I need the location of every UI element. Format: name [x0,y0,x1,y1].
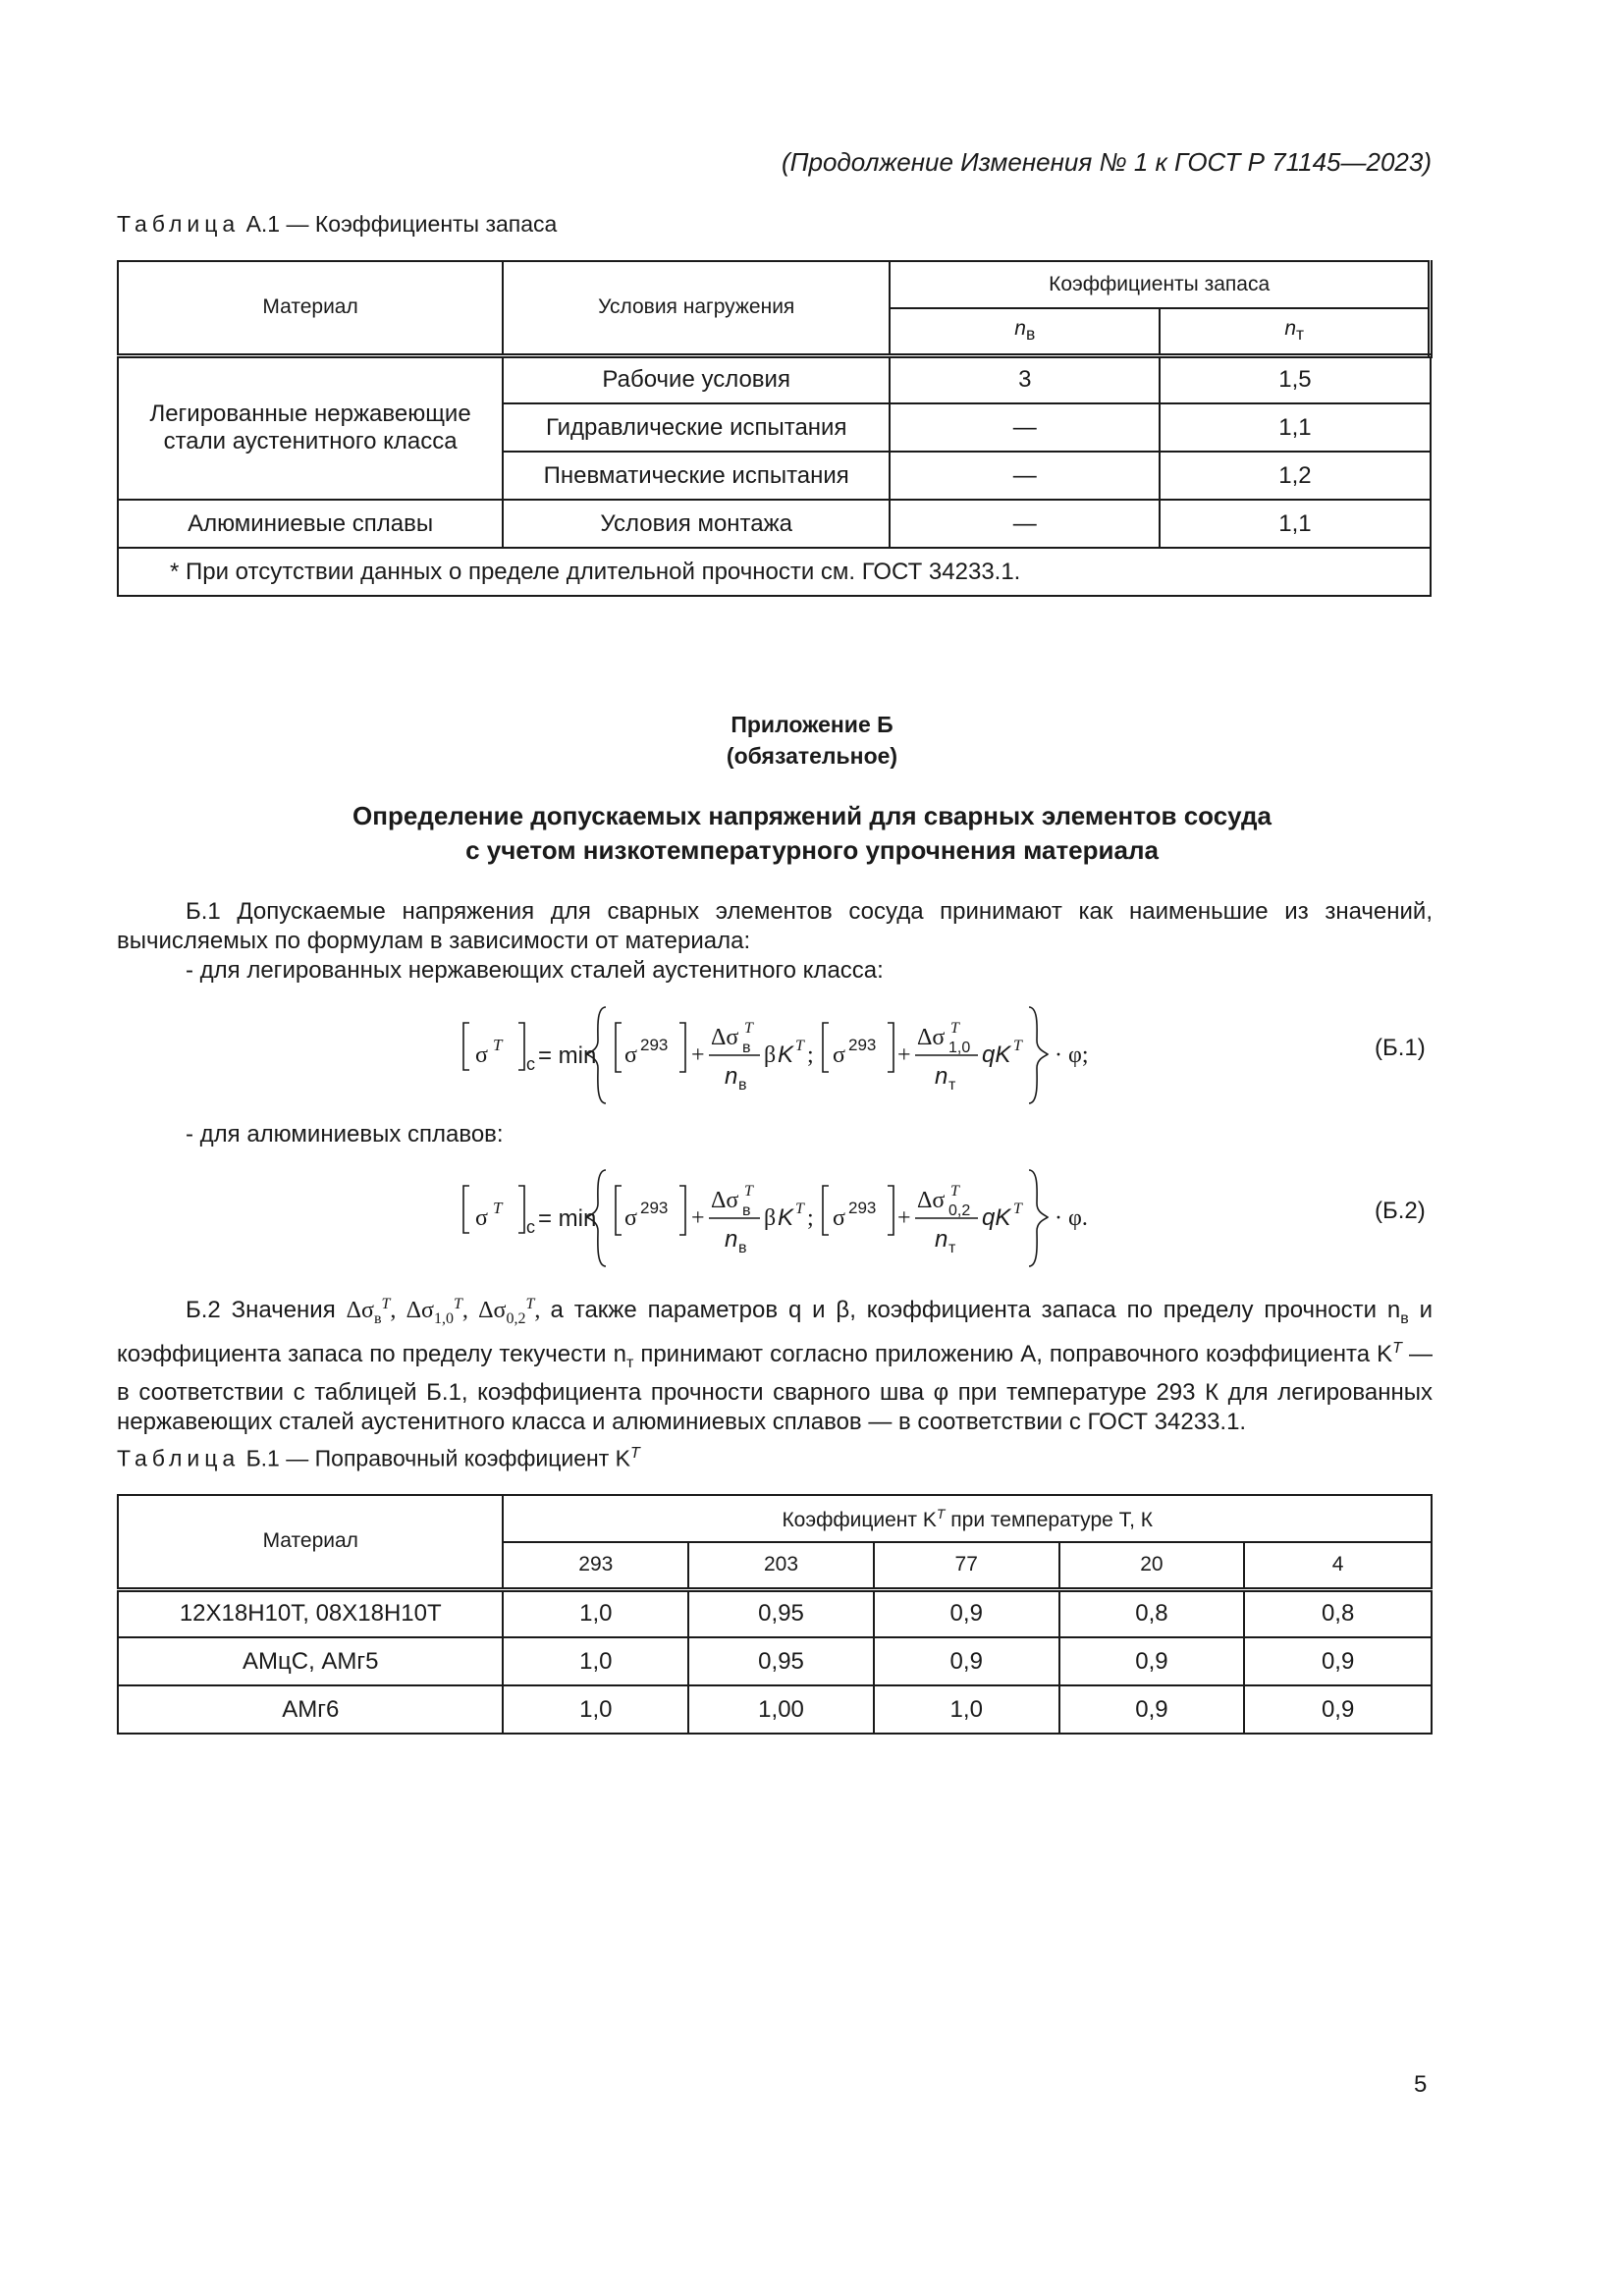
table-b-cell: 0,95 [688,1637,874,1685]
svg-text:= min: = min [538,1205,597,1232]
table-row [118,1685,1432,1734]
table-a-caption [117,211,557,238]
svg-text:в: в [738,1077,747,1094]
table-b-header-coeff: Коэффициент $K^T$ при температуре T, К [503,1495,1432,1542]
table-a [117,260,1433,597]
formula-b1 [461,1001,1090,1114]
formula-b2 [461,1164,1090,1277]
svg-text:T: T [795,1038,804,1054]
table-a-cell: 1,1 [1160,403,1430,452]
svg-text:Δσ: Δσ [917,1025,946,1050]
table-b-cell: 1,00 [688,1685,874,1734]
paragraph-b2-text: а также параметров q и β, коэффициента запаса по пределу прочности n [550,1297,1401,1323]
svg-text:+: + [897,1205,911,1231]
table-b-temp-header: 203 [688,1542,874,1589]
svg-text:в: в [738,1240,747,1256]
svg-text:+: + [897,1042,911,1068]
svg-text:1,0: 1,0 [948,1040,971,1056]
table-a-caption-text: А.1 — Коэффициенты запаса [245,211,558,237]
svg-text:т: т [948,1077,956,1094]
svg-text:T: T [493,1036,503,1054]
svg-text:с: с [526,1054,535,1074]
paragraph-b2-line3: принимают согласно приложению А, поправочного коэффициента K [640,1340,1393,1367]
table-b-material: АМцС, АМг5 [118,1637,503,1685]
svg-text:β: β [764,1205,777,1231]
table-row [118,500,1431,548]
list-item-aluminium: - для алюминиевых сплавов: [186,1121,504,1148]
paragraph-b2-symbols: $\Delta\sigma_в^T$, $\Delta\sigma_{1,0}^T$, $\Delta\sigma_{0,2}^T$, [346,1296,551,1327]
svg-text:K: K [778,1041,794,1068]
table-b-cell: 0,9 [874,1589,1059,1637]
svg-text:в: в [742,1202,751,1219]
table-b-caption-prefix: Таблица [117,1445,241,1471]
table-b-caption: Таблица Б.1 — Поправочный коэффициент $K^T$ [117,1445,640,1471]
formula-b2-number: (Б.2) [1375,1198,1426,1224]
table-a-cell: 1,5 [1160,355,1430,403]
svg-text:в: в [742,1040,751,1056]
svg-text:T: T [950,1020,959,1037]
svg-text:Δσ: Δσ [917,1188,946,1213]
table-a-cell: 1,1 [1160,500,1430,548]
svg-text:с: с [526,1217,535,1237]
table-a-cell: 3 [890,355,1160,403]
svg-text:n: n [725,1063,738,1090]
paragraph-b2: Б.2 Значения $\Delta\sigma_в^T$, $\Delta\sigma_{1,0}^T$, $\Delta\sigma_{0,2}^T$, а также параметров q и β, коэффициента запаса по пределу прочности $n_в$ и коэффициента запаса по пределу текучести $n_т$ принимают согласно приложению А, поправочного коэффициента $K^T$ — в соответствии с таблицей Б.1, коэффициента прочности сварного шва φ при температуре 293 К для легированных нержавеющих сталей аустенитного класса и алюминиевых сплавов — в соответствии с ГОСТ 34233.1. [117,1296,1433,1435]
table-b-cell: 0,9 [1244,1637,1432,1685]
svg-text:σ: σ [475,1042,488,1068]
page-number: 5 [1414,2071,1428,2098]
table-a-footnote: * При отсутствии данных о пределе длительной прочности см. ГОСТ 34233.1. [118,548,1431,596]
table-b-material: 12Х18Н10Т, 08Х18Н10Т [118,1589,503,1637]
svg-text:+: + [691,1205,705,1231]
table-a-header-nt: $n_т$ [1160,308,1430,355]
table-a-cell: Алюминиевые сплавы [118,500,503,548]
svg-text:n: n [935,1063,948,1090]
table-b-cell: 1,0 [503,1589,688,1637]
paragraph-b2-line2: и коэффициента запаса по пределу текучести n [117,1297,1433,1367]
table-b-caption-text: Б.1 — Поправочный коэффициент K [245,1445,631,1471]
table-a-header-material: Материал [118,261,503,355]
table-b-temp-header: 293 [503,1542,688,1589]
svg-text:qK: qK [982,1041,1011,1068]
table-a-cell: 1,2 [1160,452,1430,500]
table-a-cell: — [890,452,1160,500]
table-b [117,1494,1433,1735]
svg-text:T: T [795,1201,804,1217]
svg-text:+: + [691,1042,705,1068]
svg-text:;: ; [807,1205,814,1231]
table-b-header-material: Материал [118,1495,503,1589]
table-b-cell: 1,0 [874,1685,1059,1734]
svg-text:0,2: 0,2 [948,1202,971,1219]
svg-text:n: n [725,1226,738,1253]
svg-text:293: 293 [640,1199,669,1217]
table-a-cell: Рабочие условия [503,355,890,403]
svg-text:T: T [1013,1038,1022,1054]
svg-text:293: 293 [848,1199,877,1217]
svg-text:= min: = min [538,1042,597,1069]
svg-text:β: β [764,1042,777,1068]
table-b-temp-header: 77 [874,1542,1059,1589]
table-b-cell: 0,9 [1059,1685,1245,1734]
svg-text:T: T [1013,1201,1022,1217]
svg-text:T: T [493,1199,503,1217]
table-a-cell: Условия монтажа [503,500,890,548]
svg-text:σ: σ [833,1205,845,1231]
table-a-header-coeffs: Коэффициенты запаса [890,261,1430,308]
svg-text:293: 293 [640,1036,669,1054]
table-a-header-nb: $n_в$ [890,308,1160,355]
list-item-steel: - для легированных нержавеющих сталей аустенитного класса: [186,957,884,984]
svg-text:σ: σ [475,1205,488,1231]
table-b-temp-header: 20 [1059,1542,1245,1589]
appendix-subtitle: (обязательное) [726,743,898,769]
paragraph-b2-start: Б.2 Значения [186,1297,336,1323]
table-b-cell: 0,8 [1244,1589,1432,1637]
svg-text:· φ;: · φ; [1055,1042,1089,1068]
svg-text:σ: σ [624,1042,637,1068]
table-a-cell: — [890,500,1160,548]
table-b-cell: 0,8 [1059,1589,1245,1637]
table-a-cell: Пневматические испытания [503,452,890,500]
table-row [118,1589,1432,1637]
appendix-title: Приложение Б [731,712,893,737]
svg-text:т: т [948,1240,956,1256]
svg-text:T: T [744,1183,753,1200]
svg-text:n: n [935,1226,948,1253]
table-b-cell: 1,0 [503,1637,688,1685]
document-header: (Продолжение Изменения № 1 к ГОСТ Р 71145—2023) [782,147,1432,177]
table-a-cell: — [890,403,1160,452]
table-b-cell: 0,95 [688,1589,874,1637]
table-b-cell: 1,0 [503,1685,688,1734]
appendix-heading-line1: Определение допускаемых напряжений для сварных элементов сосуда [352,801,1272,830]
svg-text:T: T [744,1020,753,1037]
svg-text:σ: σ [833,1042,845,1068]
paragraph-b2-line4: — в соответствии с таблицей Б.1, коэффициента прочности сварного шва φ при температуре 293 К для легированных нержавеющих сталей аустенитного класса и алюминиевых сплавов — в соответствии с ГОСТ 34233.1. [117,1340,1433,1435]
svg-text:Δσ: Δσ [711,1188,739,1213]
table-row [118,1637,1432,1685]
paragraph-b1: Б.1 Допускаемые напряжения для сварных элементов сосуда принимают как наименьшие из значений, вычисляемых по формулам в зависимости от материала: [117,898,1433,954]
svg-text:;: ; [807,1042,814,1068]
formula-b1-number: (Б.1) [1375,1035,1426,1061]
svg-text:σ: σ [624,1205,637,1231]
svg-text:Δσ: Δσ [711,1025,739,1050]
table-b-cell: 0,9 [1244,1685,1432,1734]
table-a-caption-prefix: Таблица [117,211,241,237]
table-a-cell: Гидравлические испытания [503,403,890,452]
appendix-heading-line2: с учетом низкотемпературного упрочнения материала [465,835,1159,865]
table-b-temp-header: 4 [1244,1542,1432,1589]
table-a-header-conditions: Условия нагружения [503,261,890,355]
svg-text:K: K [778,1204,794,1231]
table-b-cell: 0,9 [874,1637,1059,1685]
table-b-cell: 0,9 [1059,1637,1245,1685]
svg-text:T: T [950,1183,959,1200]
svg-text:293: 293 [848,1036,877,1054]
table-a-group1-material: Легированные нержавеющие стали аустенитного класса [118,355,503,500]
table-b-material: АМг6 [118,1685,503,1734]
svg-text:qK: qK [982,1204,1011,1231]
svg-text:· φ.: · φ. [1055,1205,1088,1231]
table-row [118,355,1431,403]
